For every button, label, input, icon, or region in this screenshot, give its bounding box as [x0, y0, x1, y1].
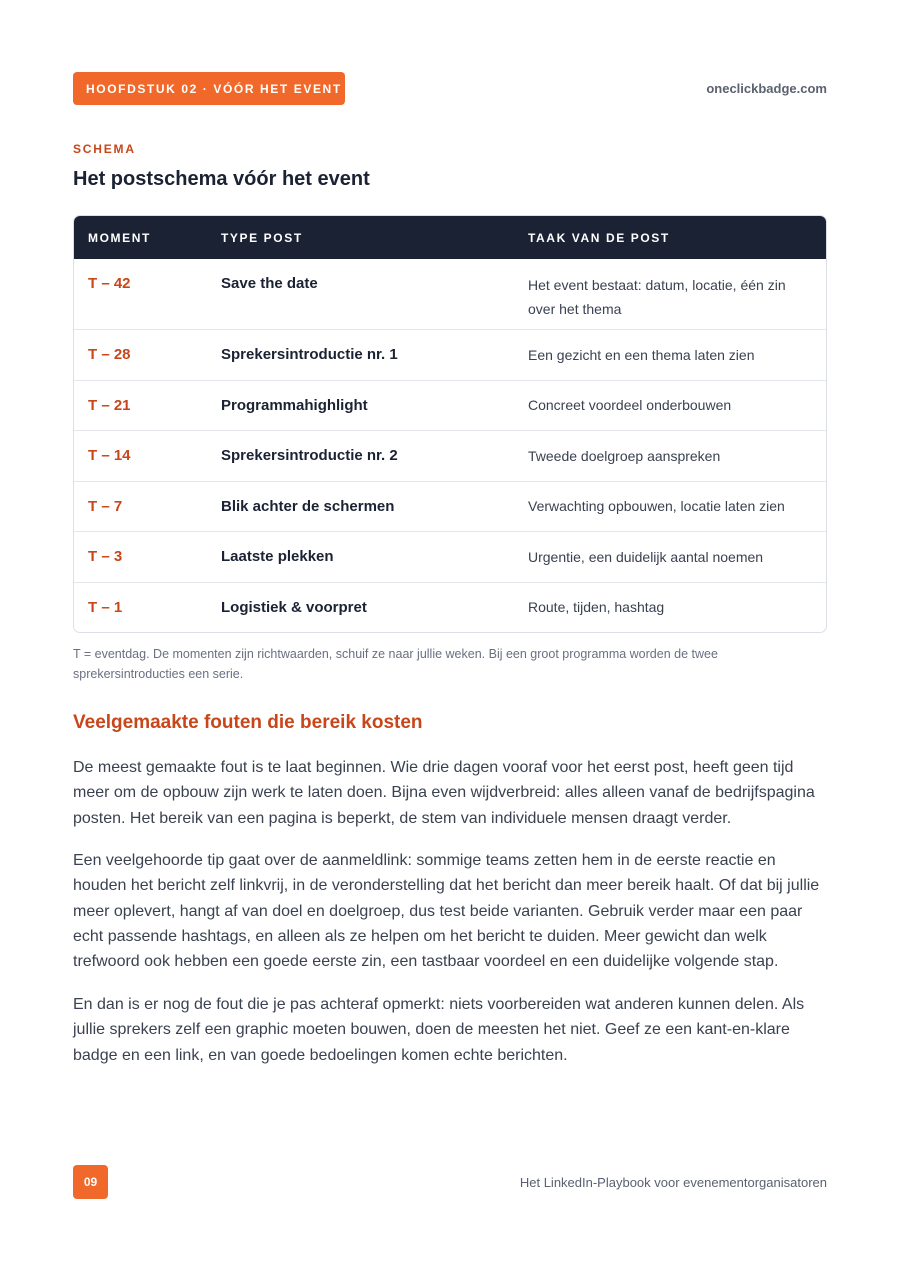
moment-cell: T – 3	[88, 548, 123, 566]
book-title: Het LinkedIn-Playbook voor evenementorganisatoren	[519, 1175, 827, 1190]
type-cell: Sprekersintroductie nr. 1	[221, 346, 398, 364]
type-cell: Save the date	[221, 275, 318, 292]
table-row	[74, 481, 826, 532]
table-body	[74, 259, 826, 632]
header-task: TAAK VAN DE POST	[528, 230, 670, 245]
moment-cell: T – 1	[88, 598, 123, 616]
table-row	[74, 259, 826, 329]
section-title: Het postschema vóór het event	[73, 168, 370, 190]
type-cell: Laatste plekken	[221, 548, 334, 566]
table-header	[74, 216, 826, 259]
header-moment: MOMENT	[88, 230, 151, 245]
type-cell: Logistiek & voorpret	[221, 598, 367, 616]
section-eyebrow: SCHEMA	[73, 142, 136, 156]
task-cell: Het event bestaat: datum, locatie, één zin over het thema	[528, 277, 786, 317]
task-cell: Urgentie, een duidelijk aantal noemen	[528, 548, 764, 565]
mistakes-heading: Veelgemaakte fouten die bereik kosten	[73, 712, 423, 733]
table-row	[74, 329, 826, 380]
moment-cell: T – 28	[88, 346, 131, 364]
table-footnote: T = eventdag. De momenten zijn richtwaarden, schuif ze naar jullie weken. Bij een groot programma worden de twee sprekersintroducties een serie.	[73, 647, 718, 681]
task-cell: Verwachting opbouwen, locatie laten zien	[528, 498, 785, 515]
task-cell: Tweede doelgroep aanspreken	[528, 447, 721, 464]
body-paragraph: En dan is er nog de fout die je pas achteraf opmerkt: niets voorbereiden wat anderen kunnen delen. Als jullie sprekers zelf een graphic moeten bouwen, doen de meesten het niet. Geef ze een kant-en-klare badge en een link, en van goede bedoelingen komen echte berichten.	[73, 996, 805, 1064]
chapter-badge: HOOFDSTUK 02 · VÓÓR HET EVENT	[73, 72, 345, 105]
moment-cell: T – 42	[88, 275, 131, 292]
task-cell: Concreet voordeel onderbouwen	[528, 397, 732, 414]
type-cell: Programmahighlight	[221, 396, 368, 414]
moment-cell: T – 14	[88, 447, 131, 465]
page-number: 09	[73, 1165, 108, 1199]
table-row	[74, 380, 826, 431]
type-cell: Blik achter de schermen	[221, 497, 395, 515]
moment-cell: T – 21	[88, 396, 131, 414]
type-cell: Sprekersintroductie nr. 2	[221, 447, 398, 465]
body-paragraph: De meest gemaakte fout is te laat beginnen. Wie drie dagen vooraf voor het eerst post, heeft geen tijd meer om de opbouw zijn werk te laten doen. Bijna even wijdverbreid: alles alleen vanaf de bedrijfspagina posten. Het bereik van een pagina is beperkt, de stem van individuele mensen draagt verder.	[73, 759, 815, 827]
site-link[interactable]: oneclickbadge.com	[706, 81, 827, 96]
task-cell: Route, tijden, hashtag	[528, 599, 665, 616]
moment-cell: T – 7	[88, 497, 123, 515]
table-row	[74, 582, 826, 633]
header-type: TYPE POST	[221, 230, 303, 245]
table-row	[74, 430, 826, 481]
task-cell: Een gezicht en een thema laten zien	[528, 346, 755, 363]
post-schedule-table	[73, 215, 827, 633]
table-row	[74, 531, 826, 582]
body-paragraph: Een veelgehoorde tip gaat over de aanmeldlink: sommige teams zetten hem in de eerste reactie en houden het bericht zelf linkvrij, in de veronderstelling dat het bericht dan meer bereik haalt. Of dat bij jullie meer oplevert, hangt af van doel en doelgroep, dus test beide varianten. Gebruik verder maar een paar echt passende hashtags, en alleen als ze helpen om het bericht te duiden. Meer gewicht dan welk trefwoord ook hebben een goede eerste zin, een tastbaar voordeel en een duidelijke volgende stap.	[73, 852, 820, 971]
